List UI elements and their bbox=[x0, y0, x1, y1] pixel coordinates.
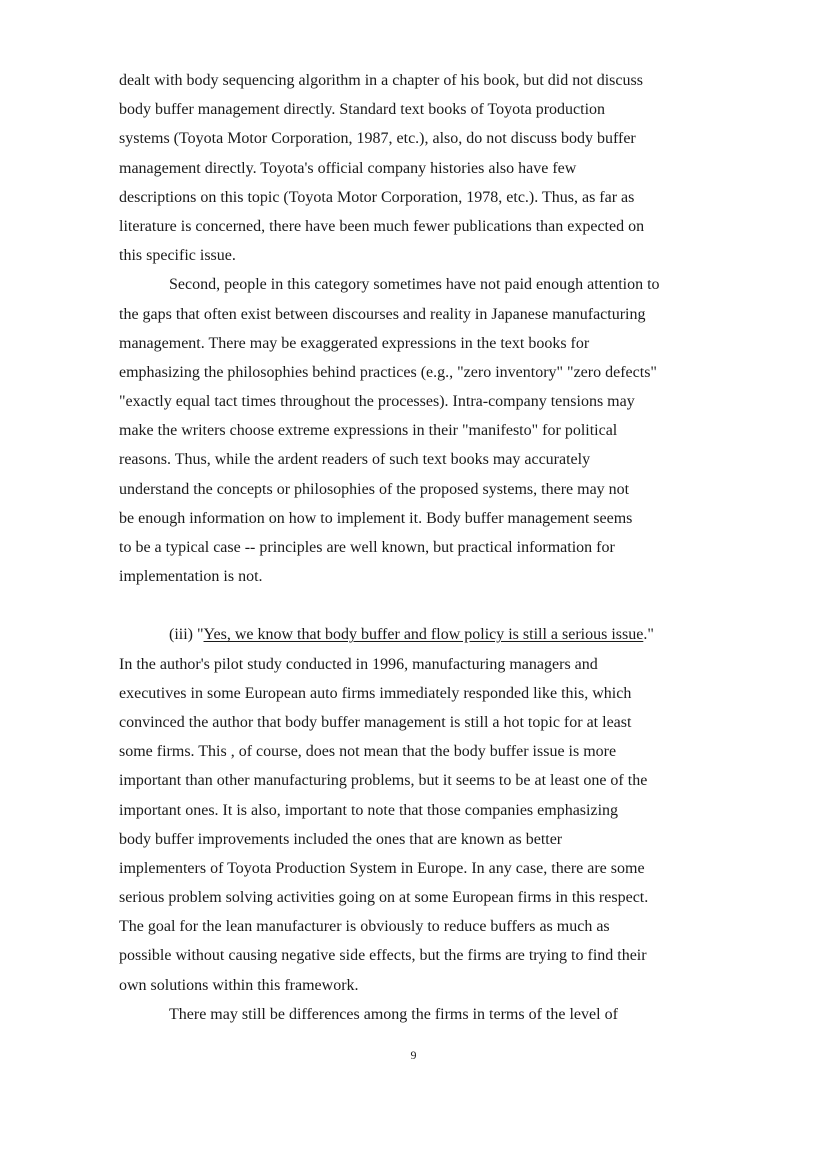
text-line: serious problem solving activities going on at some European firms in this respect. bbox=[119, 889, 649, 907]
paragraph-3 bbox=[119, 620, 743, 999]
text-line: descriptions on this topic (Toyota Motor Corporation, 1978, etc.). Thus, as far as bbox=[119, 188, 635, 206]
text-line: convinced the author that body buffer management is still a hot topic for at least bbox=[119, 713, 632, 731]
text-line: make the writers choose extreme expressions in their "manifesto" for political bbox=[119, 422, 618, 440]
page-number: 9 bbox=[410, 1048, 417, 1062]
text-line: dealt with body sequencing algorithm in a chapter of his book, but did not discuss bbox=[119, 72, 643, 89]
paragraph-2 bbox=[119, 270, 743, 591]
text-line: executives in some European auto firms immediately responded like this, which bbox=[119, 684, 632, 702]
text-line: There may still be differences among the firms in terms of the level of bbox=[169, 1005, 618, 1023]
text-line: Second, people in this category sometimes have not paid enough attention to bbox=[169, 276, 660, 294]
underlined-quote: Yes, we know that body buffer and flow policy is still a serious issue bbox=[203, 626, 644, 644]
text-line: some firms. This , of course, does not mean that the body buffer issue is more bbox=[119, 743, 617, 761]
text-line: this specific issue. bbox=[119, 247, 236, 265]
text-line: reasons. Thus, while the ardent readers of such text books may accurately bbox=[119, 451, 591, 469]
text-line: understand the concepts or philosophies of the proposed systems, there may not bbox=[119, 480, 630, 498]
text-line: emphasizing the philosophies behind practices (e.g., "zero inventory" "zero defects" bbox=[119, 363, 657, 381]
text-line: management. There may be exaggerated expressions in the text books for bbox=[119, 334, 590, 352]
text-line: be enough information on how to implement it. Body buffer management seems bbox=[119, 509, 633, 527]
paragraph-gap bbox=[119, 591, 743, 620]
text-line: body buffer management directly. Standard text books of Toyota production bbox=[119, 101, 606, 119]
text-line: important than other manufacturing problems, but it seems to be at least one of the bbox=[119, 772, 648, 790]
text-line: implementation is not. bbox=[119, 568, 263, 586]
text-line: body buffer improvements included the ones that are known as better bbox=[119, 830, 563, 848]
text-line: The goal for the lean manufacturer is obviously to reduce buffers as much as bbox=[119, 918, 610, 936]
text-line: important ones. It is also, important to note that those companies emphasizing bbox=[119, 801, 619, 819]
text-line: possible without causing negative side effects, but the firms are trying to find their bbox=[119, 947, 647, 965]
text-line: implementers of Toyota Production System in Europe. In any case, there are some bbox=[119, 859, 645, 877]
text-line: to be a typical case -- principles are well known, but practical information for bbox=[119, 539, 615, 556]
paragraph-4 bbox=[119, 1000, 743, 1029]
quote-open: (iii) " bbox=[169, 626, 204, 644]
text-line: management directly. Toyota's official company histories also have few bbox=[119, 159, 577, 177]
text-line: own solutions within this framework. bbox=[119, 976, 359, 994]
text-line: In the author's pilot study conducted in 1996, manufacturing managers and bbox=[119, 655, 598, 673]
text-line: "exactly equal tact times throughout the processes). Intra-company tensions may bbox=[119, 393, 635, 411]
body-text bbox=[119, 66, 743, 1029]
text-line: the gaps that often exist between discourses and reality in Japanese manufacturing bbox=[119, 305, 646, 323]
quote-close: ." bbox=[643, 626, 654, 644]
text-line: literature is concerned, there have been much fewer publications than expected on bbox=[119, 217, 645, 235]
paragraph-1 bbox=[119, 66, 743, 270]
text-line: systems (Toyota Motor Corporation, 1987, etc.), also, do not discuss body buffer bbox=[119, 130, 636, 148]
section-iii-heading-line bbox=[119, 620, 743, 649]
